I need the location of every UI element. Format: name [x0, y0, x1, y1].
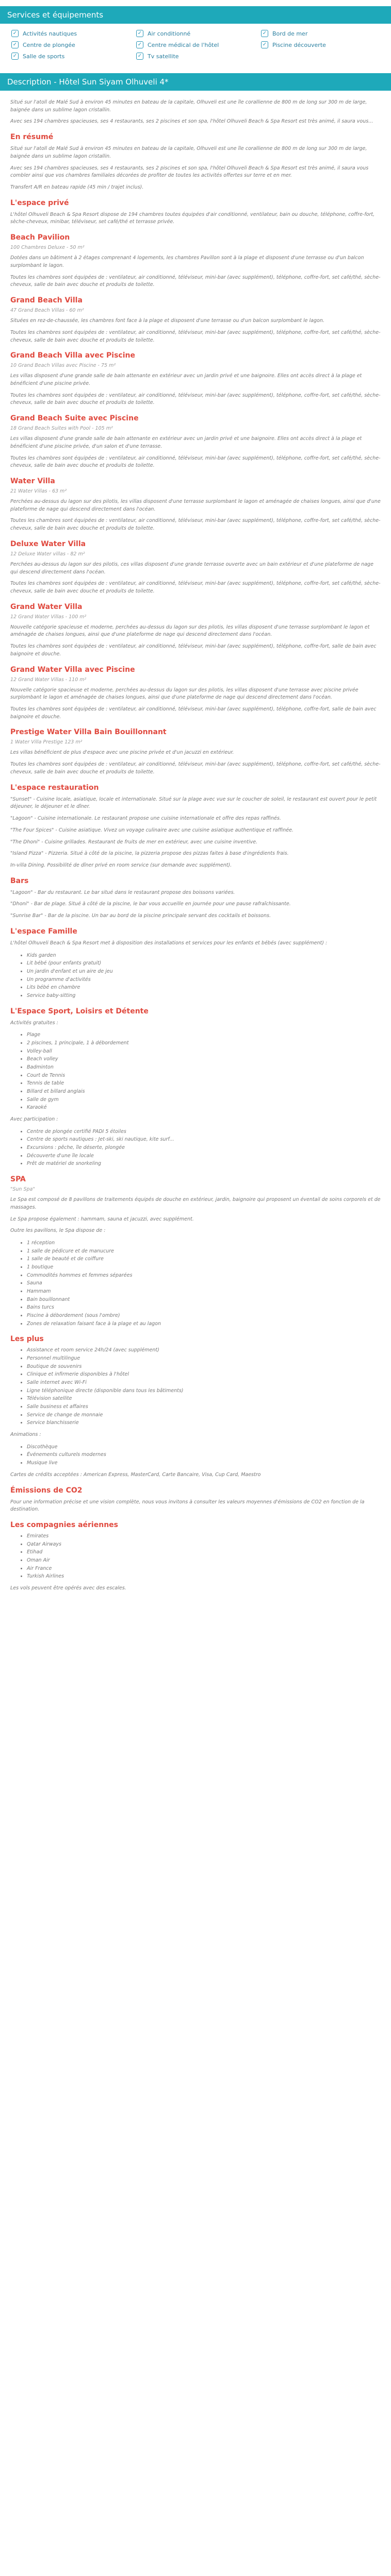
list-item: • Zones de relaxation faisant face à la plage et au lagon — [27, 1320, 381, 1328]
list-item: • Bains turcs — [27, 1303, 381, 1312]
list-item: • 1 salle de beauté et de coiffure — [27, 1255, 381, 1263]
check-icon: ✓ — [11, 41, 19, 48]
paragraph: Activités gratuites : — [10, 1020, 58, 1026]
section-title: Émissions de CO2 — [10, 1486, 83, 1495]
paragraph: Situé sur l'atoll de Malé Sud à environ 45 minutes en bateau de la capitale, Olhuveli est une île corallienne de 800 m de long sur 300 m de large, baignée dans un sublime lagon cristallin. — [10, 146, 367, 159]
paragraph: "Island Pizza" - Pizzeria. Situé à côté de la piscine, la pizzeria propose des pizzas faites à base d'ingrédients frais. — [10, 851, 289, 857]
list-item: • Service blanchisserie — [27, 1419, 381, 1427]
paragraph: Transfert A/R en bateau rapide (45 min / trajet inclus). — [10, 184, 144, 191]
list-item: • Découverte d'une île locale — [27, 1152, 381, 1160]
paragraph: Avec ses 194 chambres spacieuses, ses 4 restaurants, ses 2 piscines et son spa, l'hôtel Olhuveli Beach & Spa Resort est très animé, il saura vous combler ainsi que vos chambres familiales décorées de profiter de toutes les activités offertes sur terre et en mer. — [10, 165, 369, 179]
list-item: • Discothèque — [27, 1443, 381, 1451]
paragraph: Pour une information précise et une vision complète, nous vous invitons à consulter les valeurs moyennes d'émissions de CO2 en fonction de la destination. — [10, 1499, 365, 1513]
list-item: • Télévision satellite — [27, 1395, 381, 1403]
room-title: Grand Beach Suite avec Piscine — [10, 414, 139, 423]
room-subtitle: 12 Deluxe Water villas - 82 m² — [10, 551, 85, 557]
list-item: • Salle business et affaires — [27, 1403, 381, 1411]
list-item: • Hammam — [27, 1287, 381, 1296]
list-item: • Kids garden — [27, 952, 381, 960]
list-item: • Musique live — [27, 1459, 381, 1467]
list-item: • Centre de plongée certifié PADI 5 étoiles — [27, 1128, 381, 1136]
room-subtitle: 21 Water Villas - 63 m² — [10, 488, 67, 494]
list-item: • Court de Tennis — [27, 1072, 381, 1080]
description-content — [0, 91, 391, 1612]
service-item: ✓ Salle de sports — [11, 53, 131, 60]
section-title: L'espace privé — [10, 198, 69, 207]
service-item: ✓ Centre médical de l'hôtel — [136, 41, 256, 48]
list-item: • Événements culturels modernes — [27, 1451, 381, 1459]
room-subtitle: 100 Chambres Deluxe - 50 m² — [10, 245, 85, 251]
service-item: ✓ Tv satellite — [136, 53, 256, 60]
section-title: Les compagnies aériennes — [10, 1520, 118, 1529]
services-title: Services et équipements — [0, 6, 391, 24]
list-item: • Service de change de monnaie — [27, 1411, 381, 1419]
paragraph: Le Spa est composé de 8 pavillons de traitements équipés de douche en extérieur, jardin, baignoire qui proposent un éventail de soins corporels et de massages. — [10, 1197, 381, 1210]
list-item: • Ligne téléphonique directe (disponible dans tous les bâtiments) — [27, 1387, 381, 1395]
intro-paragraph: Avec ses 194 chambres spacieuses, ses 4 restaurants, ses 2 piscines et son spa, l'hôtel Olhuveli Beach & Spa Resort est très animé, il saura vous... — [10, 118, 373, 125]
paragraph: L'hôtel Olhuveli Beach & Spa Resort dispose de 194 chambres toutes équipées d'air conditionné, ventilateur, bain ou douche, téléphone, coffre-fort, sèche-cheveux, minibar, téléviseur, set café/thé et terrasse privée. — [10, 211, 375, 225]
list-item: • Air France — [27, 1565, 381, 1573]
paragraph: Outre les pavillons, le Spa dispose de : — [10, 1228, 106, 1234]
paragraph: "Sunrise Bar" - Bar de la piscine. Un bar au bord de la piscine principale servant des cocktails et boissons. — [10, 913, 271, 919]
service-item: ✓ Air conditionné — [136, 30, 256, 37]
check-icon: ✓ — [11, 30, 19, 37]
room-title: Prestige Water Villa Bain Bouillonnant — [10, 728, 167, 737]
list-item: • 1 réception — [27, 1239, 381, 1247]
paragraph: Cartes de crédits acceptées : American Express, MasterCard, Carte Bancaire, Visa, Cup Card, Maestro — [10, 1471, 261, 1478]
list-item: • Karaoké — [27, 1104, 381, 1112]
services-grid — [0, 24, 391, 67]
paragraph: "The Dhoni" - Cuisine grillades. Restaurant de fruits de mer en extérieur, avec une cuisine inventive. — [10, 839, 258, 845]
list-item: • Centre de sports nautiques : Jet-ski, ski nautique, kite surf... — [27, 1136, 381, 1144]
paragraph: "Lagoon" - Bar du restaurant. Le bar situé dans le restaurant propose des boissons variées. — [10, 889, 235, 895]
section-title: L'espace restauration — [10, 783, 99, 792]
room-paragraph: Situées en rez-de-chaussée, les chambres font face à la plage et disposent d'une terrasse ou d'un balcon surplombant le lagon. — [10, 318, 324, 324]
list-item: • Salle internet avec Wi-Fi — [27, 1379, 381, 1387]
room-paragraph: Nouvelle catégorie spacieuse et moderne, perchées au-dessus du lagon sur des pilotis, les villas disposent d'une terrasse avec piscine privée surplombant le lagon et aménagée de chaises longues, ainsi que d'une plateforme de nage qui descend directement dans l'océan. — [10, 687, 359, 701]
list-item: • Tennis de table — [27, 1079, 381, 1088]
room-paragraph: Perchées au-dessus du lagon sur des pilotis, ces villas disposent d'une grande terrasse ouverte avec un bain extérieur et d'une plateforme de nage qui descend directement dans l'océan. — [10, 561, 373, 575]
section-title: L'espace Famille — [10, 927, 77, 936]
room-title: Water Villa — [10, 477, 55, 485]
spa-subtitle: "Sun Spa" — [10, 1187, 35, 1193]
section-title: Bars — [10, 876, 29, 885]
intro-paragraph: Situé sur l'atoll de Malé Sud à environ 45 minutes en bateau de la capitale, Olhuveli est une île corallienne de 800 m de long sur 300 m de large, baignée dans un sublime lagon cristallin. — [10, 99, 367, 113]
section-title: SPA — [10, 1175, 26, 1184]
section-title: En résumé — [10, 133, 54, 142]
room-paragraph: Toutes les chambres sont équipées de : ventilateur, air conditionné, téléviseur, mini-bar (avec supplément), téléphone, coffre-fort, salle de bain avec baignoire et douche. — [10, 706, 377, 720]
animations-list — [10, 1443, 381, 1467]
paragraph: L'hôtel Olhuveli Beach & Spa Resort met à disposition des installations et services pour les enfants et bébés (avec supplément) : — [10, 940, 328, 946]
list-item: • Personnel multilingue — [27, 1354, 381, 1363]
service-item: ✓ Centre de plongée — [11, 41, 131, 48]
list-item: • Billard et billard anglais — [27, 1088, 381, 1096]
list-item: • Lit bébé (pour enfants gratuit) — [27, 959, 381, 968]
room-subtitle: 18 Grand Beach Suites with Pool - 105 m² — [10, 426, 113, 432]
list-item: • Etihad — [27, 1548, 381, 1556]
room-paragraph: Toutes les chambres sont équipées de : ventilateur, air conditionné, téléviseur, mini-bar (avec supplément), téléphone, coffre-fort, set café/thé, sèche-cheveux, salle de bain avec douche et produits de toilette. — [10, 518, 381, 532]
room-paragraph: Toutes les chambres sont équipées de : ventilateur, air conditionné, téléviseur, mini-bar (avec supplément), téléphone, coffre-fort, set café/thé, sèche-cheveux, salle de bain avec douche et produits de toilette. — [10, 455, 381, 469]
list-item: • Badminton — [27, 1063, 381, 1072]
famille-list — [10, 952, 381, 1000]
list-item: • Commodités hommes et femmes séparées — [27, 1272, 381, 1280]
check-icon: ✓ — [136, 53, 143, 60]
room-title: Grand Water Villa avec Piscine — [10, 665, 135, 674]
rooms-list — [10, 233, 381, 776]
section-title: Les plus — [10, 1335, 44, 1344]
list-item: • Salle de gym — [27, 1096, 381, 1104]
check-icon: ✓ — [261, 41, 268, 48]
list-item: • Turkish Airlines — [27, 1572, 381, 1581]
list-item: • Plage — [27, 1031, 381, 1039]
list-item: • Sauna — [27, 1279, 381, 1287]
list-item: • Emirates — [27, 1532, 381, 1540]
room-paragraph: Les villas disposent d'une grande salle de bain attenante en extérieur avec un jardin privé et une baignoire. Elles ont accès direct à la plage et bénéficient d'une piscine privée, d'un salon et d'une terrasse. — [10, 436, 362, 449]
room-paragraph: Nouvelle catégorie spacieuse et moderne, perchées au-dessus du lagon sur des pilotis, les villas disposent d'une terrasse surplombant le lagon et aménagée de chaises longues, ainsi que d'une plateforme de nage qui descend directement dans l'océan. — [10, 624, 370, 638]
check-icon: ✓ — [136, 30, 143, 37]
list-item: • Un jardin d'enfant et un aire de jeu — [27, 968, 381, 976]
room-paragraph: Perchées au-dessus du lagon sur des pilotis, les villas disposent d'une terrasse surplombant le lagon et aménagée de chaises longues, ainsi que d'une plateforme de nage qui descend directement dans l'océan. — [10, 498, 381, 512]
paragraph: In-villa Dining. Possibilité de dîner privé en room service (sur demande avec supplément). — [10, 862, 232, 868]
paragraph: Avec participation : — [10, 1116, 58, 1122]
room-title: Grand Beach Villa — [10, 296, 83, 305]
room-paragraph: Toutes les chambres sont équipées de : ventilateur, air conditionné, téléviseur, mini-bar (avec supplément), téléphone, coffre-fort, set café/thé, sèche-cheveux, salle de bain avec douche et produits de toilette. — [10, 329, 381, 343]
list-item: • Bain bouillonnant — [27, 1296, 381, 1304]
room-subtitle: 10 Grand Beach Villas avec Piscine - 75 m² — [10, 363, 116, 369]
room-title: Beach Pavilion — [10, 233, 70, 242]
paragraph: Animations : — [10, 1432, 41, 1438]
room-title: Grand Beach Villa avec Piscine — [10, 351, 135, 360]
list-item: • Excursions : pêche, île déserte, plongée — [27, 1144, 381, 1152]
paragraph: Les vols peuvent être opérés avec des escales. — [10, 1585, 126, 1591]
room-paragraph: Toutes les chambres sont équipées de : ventilateur, air conditionné, téléviseur, mini-bar (avec supplément), téléphone, coffre-fort, set café/thé, sèche-cheveux, salle de bain avec douche et produits de toilette. — [10, 761, 381, 775]
sport-free-list — [10, 1031, 381, 1112]
list-item: • 1 salle de pédicure et de manucure — [27, 1247, 381, 1256]
room-title: Deluxe Water Villa — [10, 539, 86, 548]
paragraph: "Lagoon" - Cuisine internationale. Le restaurant propose une cuisine internationale et offre des repas raffinés. — [10, 816, 281, 822]
list-item: • Assistance et room service 24h/24 (avec supplément) — [27, 1346, 381, 1354]
room-paragraph: Les villas bénéficient de plus d'espace avec une piscine privée et d'un jacuzzi en extérieur. — [10, 750, 234, 756]
list-item: • Prêt de matériel de snorkeling — [27, 1160, 381, 1168]
list-item: • Beach volley — [27, 1055, 381, 1063]
description-title: Description - Hôtel Sun Siyam Olhuveli 4* — [0, 73, 391, 91]
service-item: ✓ Activités nautiques — [11, 30, 131, 37]
sport-paid-list — [10, 1128, 381, 1168]
room-subtitle: 1 Water Villa Prestige 123 m² — [10, 739, 83, 745]
room-paragraph: Toutes les chambres sont équipées de : ventilateur, air conditionné, téléviseur, mini-bar (avec supplément), téléphone, coffre-fort, salle de bain avec baignoire et douche. — [10, 643, 377, 657]
compagnies-list — [10, 1532, 381, 1581]
check-icon: ✓ — [136, 41, 143, 48]
list-item: • Un programme d'activités — [27, 976, 381, 984]
room-paragraph: Les villas disposent d'une grande salle de bain attenante en extérieur avec un jardin privé et une baignoire. Elles ont accès direct à la plage et bénéficient d'une piscine privée. — [10, 373, 362, 386]
room-paragraph: Toutes les chambres sont équipées de : ventilateur, air conditionné, téléviseur, mini-bar (avec supplément), téléphone, coffre-fort, set café/thé, sèche-cheveux, salle de bain avec douche et produits de toilette. — [10, 274, 381, 288]
spa-list — [10, 1239, 381, 1328]
list-item: • Oman Air — [27, 1556, 381, 1565]
paragraph: "Sunset" - Cuisine locale, asiatique, locale et internationale. Situé sur la plage avec vue sur le coucher de soleil, le restaurant est ouvert pour le petit déjeuner, le déjeuner et le dîner. — [10, 796, 377, 810]
paragraph: "Dhoni" - Bar de plage. Situé à côté de la piscine, le bar vous accueille en journée pour une pause rafraîchissante. — [10, 901, 291, 907]
list-item: • Piscine à débordement (sous l'ombre) — [27, 1312, 381, 1320]
room-paragraph: Dotées dans un bâtiment à 2 étages comprenant 4 logements, les chambres Pavillon sont à la plage et disposent d'une terrasse ou d'un balcon surplombant le lagon. — [10, 255, 364, 268]
check-icon: ✓ — [11, 53, 19, 60]
paragraph: "The Four Spices" - Cuisine asiatique. Vivez un voyage culinaire avec une cuisine asiatique authentique et raffinée. — [10, 827, 294, 833]
room-paragraph: Toutes les chambres sont équipées de : ventilateur, air conditionné, téléviseur, mini-bar (avec supplément), téléphone, coffre-fort, set café/thé, sèche-cheveux, salle de bain avec douche et produits de toilette. — [10, 392, 381, 406]
list-item: • 1 boutique — [27, 1263, 381, 1272]
list-item: • 2 piscines, 1 principale, 1 à débordement — [27, 1039, 381, 1047]
check-icon: ✓ — [261, 30, 268, 37]
room-subtitle: 12 Grand Water Villas - 110 m² — [10, 676, 87, 683]
room-title: Grand Water Villa — [10, 602, 83, 611]
service-item: ✓ Bord de mer — [261, 30, 381, 37]
room-paragraph: Toutes les chambres sont équipées de : ventilateur, air conditionné, téléviseur, mini-bar (avec supplément), téléphone, coffre-fort, set café/thé, sèche-cheveux, salle de bain avec douche et produits de toilette. — [10, 581, 381, 594]
plus-list — [10, 1346, 381, 1427]
service-item: ✓ Piscine découverte — [261, 41, 381, 48]
list-item: • Qatar Airways — [27, 1540, 381, 1549]
list-item: • Volley-ball — [27, 1047, 381, 1056]
room-subtitle: 12 Grand Water Villas - 100 m² — [10, 614, 87, 620]
room-subtitle: 47 Grand Beach Villas - 60 m² — [10, 308, 84, 314]
list-item: • Boutique de souvenirs — [27, 1363, 381, 1371]
section-title: L'Espace Sport, Loisirs et Détente — [10, 1007, 149, 1015]
list-item: • Service baby-sitting — [27, 992, 381, 1000]
list-item: • Clinique et infirmerie disponibles à l'hôtel — [27, 1370, 381, 1379]
paragraph: Le Spa propose également : hammam, sauna et jacuzzi, avec supplément. — [10, 1216, 194, 1222]
list-item: • Lits bébé en chambre — [27, 984, 381, 992]
